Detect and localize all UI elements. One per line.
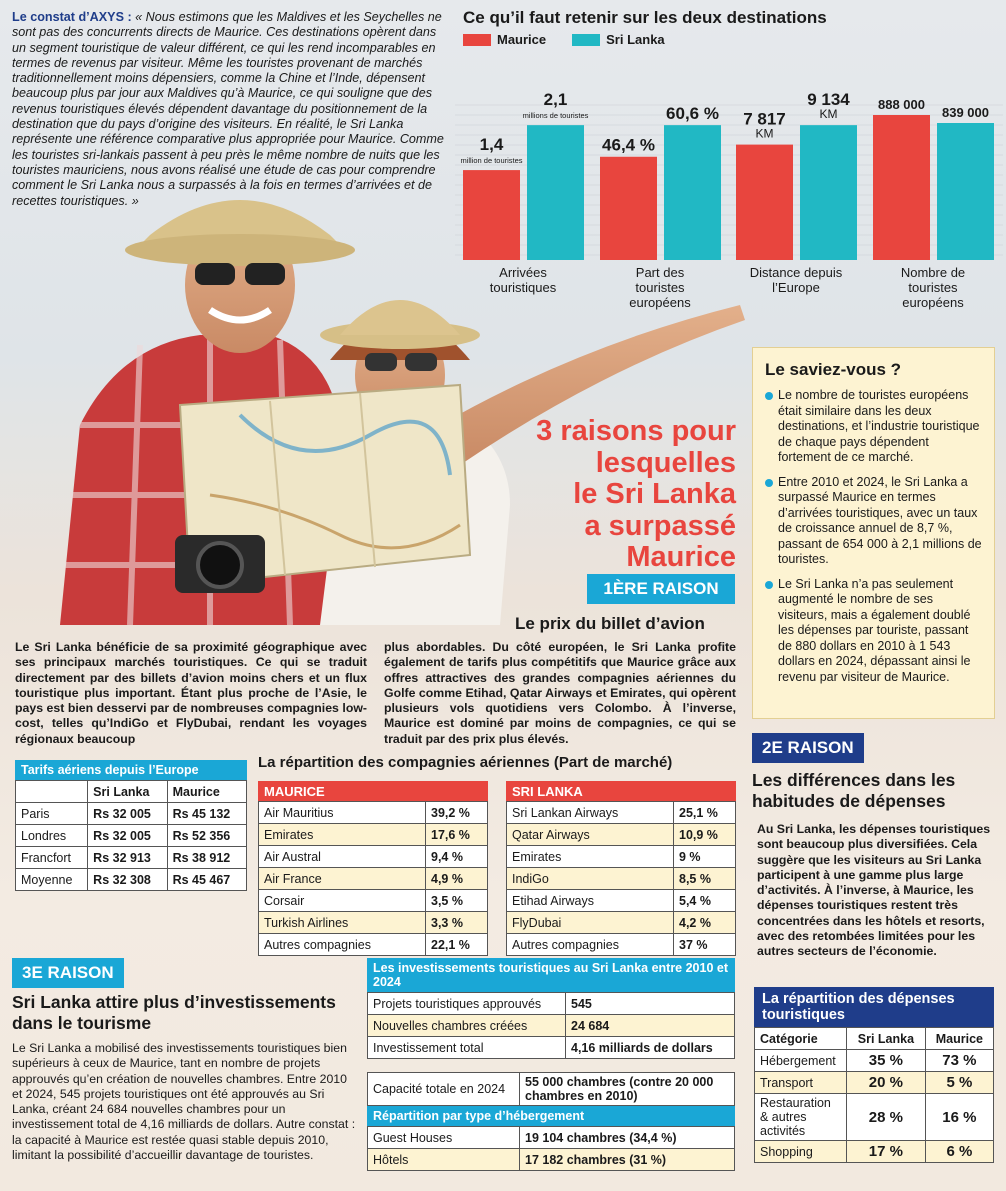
table-cell: Nouvelles chambres créées <box>368 1015 566 1037</box>
tarifs-table <box>15 760 247 891</box>
bar-value-label: 888 000 <box>878 97 925 112</box>
category-label: touristes <box>908 280 958 295</box>
legend-label-srilanka: Sri Lanka <box>606 32 665 47</box>
bar-value-label: 60,6 % <box>666 104 719 124</box>
bar-sub-label: millions de touristes <box>522 111 589 121</box>
category-label: Part des <box>635 265 685 280</box>
airline-name: Air Austral <box>259 846 426 868</box>
bar-value-label: 7 817 <box>743 109 786 129</box>
bar-value-label: 1,4 <box>479 135 504 155</box>
legend-swatch-maurice <box>463 34 491 46</box>
repartition-title: La répartition des compagnies aériennes (Part de marché) <box>258 754 673 771</box>
category-label: européens <box>902 295 964 310</box>
bar-srilanka <box>527 125 584 260</box>
airline-name: Autres compagnies <box>259 934 426 956</box>
airline-share: 9,4 % <box>426 846 488 868</box>
saviez-vous-title: Le saviez-vous ? <box>765 360 902 379</box>
table-cell: 55 000 chambres (contre 20 000 chambres en 2010) <box>520 1073 735 1106</box>
airline-share: 5,4 % <box>674 890 736 912</box>
headline <box>500 416 736 574</box>
table-cell: Transport <box>755 1072 847 1094</box>
table-cell: Projets touristiques approuvés <box>368 993 566 1015</box>
bar-maurice <box>736 145 793 260</box>
table-cell: Rs 32 308 <box>88 869 167 891</box>
table-cell: 545 <box>566 993 735 1015</box>
table-cell: Paris <box>16 803 88 825</box>
airline-share: 3,3 % <box>426 912 488 934</box>
airline-share: 39,2 % <box>426 802 488 824</box>
table-cell: 20 % <box>847 1072 926 1094</box>
bar-srilanka <box>664 125 721 260</box>
category-label: touristiques <box>489 280 557 295</box>
tarifs-title: Tarifs aériens depuis l’Europe <box>15 760 247 780</box>
airline-name: Emirates <box>507 846 674 868</box>
table-header: Catégorie <box>755 1028 847 1050</box>
srilanka-header: SRI LANKA <box>506 781 736 801</box>
table-cell: 24 684 <box>566 1015 735 1037</box>
airline-share: 4,9 % <box>426 868 488 890</box>
bar-value-label: 839 000 <box>942 105 989 121</box>
table-cell: 28 % <box>847 1094 926 1141</box>
category-label: Distance depuis <box>749 265 843 280</box>
intro-lead: Le constat d’AXYS : <box>12 10 132 24</box>
headline-line: a surpassé <box>584 509 736 542</box>
headline-line: 3 raisons pour <box>536 415 736 447</box>
raison2-badge-wrap <box>752 733 864 763</box>
airline-share: 37 % <box>674 934 736 956</box>
intro-body: « Nous estimons que les Maldives et les Seychelles ne sont pas des concurrents directs de Maurice. Ces destinations opèrent dans un segment touristique de valeur différent, ce qui les rend incomparables en termes de revenus par visiteur. Même les touristes provenant de marchés traditionnellement moins dépensiers, comme la Chine et l’Inde, dépensent beaucoup plus par jour aux Maldives qu’à Maurice, ce qui souligne que des revenus touristiques élevés dépendent davantage du positionnement de la destination que du pays d’origine des visiteurs. En réalité, le Sri Lanka représente une référence comparative plus appropriée pour Maurice. Comme les touristes sri-lankais passent à peu près le même nombre de nuits que les touristes mauriciens, nous avons réalisé une étude de cas pour comprendre comment le Sri Lanka nous a surpassés à la fois en termes d’arrivées et de recettes touristiques. » <box>12 10 444 208</box>
category-label: touristes <box>635 280 685 295</box>
table-cell: Moyenne <box>16 869 88 891</box>
table-cell: Francfort <box>16 847 88 869</box>
table-cell: Guest Houses <box>368 1127 520 1149</box>
table-cell: Rs 52 356 <box>167 825 246 847</box>
raison2-title: Les différences dans les habitudes de dépenses <box>752 770 956 811</box>
depenses-table <box>754 987 994 1163</box>
investissements-table <box>367 958 735 1059</box>
raison1-text-col2: plus abordables. Du côté européen, le Sri Lanka profite également de tarifs plus compétitifs que Maurice grâce aux offres attractives des grandes compagnies aériennes du Golfe comme Etihad, Qatar Airways et Emirates, qui opèrent plusieurs vols quotidiens vers Colombo. À l’inverse, Maurice est dominé par moins de compagnies, ce qui se traduit par des prix plus élevés. <box>384 640 736 746</box>
table-header: Maurice <box>167 781 246 803</box>
bar-value-label: 46,4 % <box>602 135 655 155</box>
legend-swatch-srilanka <box>572 34 600 46</box>
raison3-text: Le Sri Lanka a mobilisé des investissements touristiques bien supérieurs à ceux de Maurice, tant en nombre de projets approuvés qu’en création de nouvelles chambres. Entre 2010 et 2024, 545 projets touristiques ont été approuvés au Sri Lanka, créant 24 684 nouvelles chambres pour un investissement total de 4,16 milliards de dollars. Autre constat : la capacité à Maurice est restée quasi stable depuis 2010, limitant la possibilité d’accueillir davantage de touristes. <box>12 1041 356 1163</box>
saviez-vous-box <box>752 347 995 719</box>
raison3-badge: 3E RAISON <box>12 958 124 988</box>
airline-share: 8,5 % <box>674 868 736 890</box>
table-cell: 5 % <box>925 1072 993 1094</box>
airline-name: FlyDubai <box>507 912 674 934</box>
legend-maurice <box>463 32 546 47</box>
airline-name: Air France <box>259 868 426 890</box>
table-header: Maurice <box>925 1028 993 1050</box>
bar-srilanka <box>937 123 994 260</box>
bar-srilanka <box>800 125 857 260</box>
table-cell: Rs 32 005 <box>88 803 167 825</box>
capacite-table <box>367 1072 735 1171</box>
saviez-vous-item: Le nombre de touristes européens était similaire dans les deux destinations, et l’industrie touristique de chaque pays dépendent fortement de ce marché. <box>765 388 982 466</box>
airline-share: 3,5 % <box>426 890 488 912</box>
table-cell: Capacité totale en 2024 <box>368 1073 520 1106</box>
table-cell: Hôtels <box>368 1149 520 1171</box>
airline-share: 17,6 % <box>426 824 488 846</box>
category-label: Arrivées <box>499 265 547 280</box>
airline-name: Qatar Airways <box>507 824 674 846</box>
capacite-subtitle: Répartition par type d’hébergement <box>367 1106 735 1126</box>
table-cell: 17 182 chambres (31 %) <box>520 1149 735 1171</box>
table-cell: Rs 38 912 <box>167 847 246 869</box>
table-cell: Londres <box>16 825 88 847</box>
table-cell: 19 104 chambres (34,4 %) <box>520 1127 735 1149</box>
legend-label-maurice: Maurice <box>497 32 547 47</box>
airline-name: Corsair <box>259 890 426 912</box>
headline-line: le Sri Lanka <box>573 478 736 510</box>
airline-share: 25,1 % <box>674 802 736 824</box>
chart-title: Ce qu’il faut retenir sur les deux destinations <box>463 8 827 27</box>
table-cell: Rs 32 005 <box>88 825 167 847</box>
maurice-header: MAURICE <box>258 781 488 801</box>
table-header: Sri Lanka <box>88 781 167 803</box>
headline-line: lesquelles <box>595 446 736 479</box>
bar-sub-label: million de touristes <box>460 156 523 166</box>
bar-sub-label: KM <box>755 126 774 141</box>
table-cell: Investissement total <box>368 1037 566 1059</box>
depenses-title: La répartition des dépenses touristiques <box>754 987 994 1027</box>
legend-srilanka <box>572 32 665 47</box>
table-cell: Restauration & autres activités <box>755 1094 847 1141</box>
raison2-badge: 2E RAISON <box>752 733 864 763</box>
bar-sub-label: KM <box>819 107 838 122</box>
airline-name: Autres compagnies <box>507 934 674 956</box>
table-cell: Rs 45 467 <box>167 869 246 891</box>
table-header <box>16 781 88 803</box>
raison3-badge-wrap <box>12 958 124 988</box>
category-label: européens <box>629 295 691 310</box>
raison1-title: Le prix du billet d’avion <box>515 614 705 633</box>
table-cell: 73 % <box>925 1050 993 1072</box>
table-header: Sri Lanka <box>847 1028 926 1050</box>
table-cell: Shopping <box>755 1141 847 1163</box>
bar-maurice <box>873 115 930 260</box>
intro-text <box>12 10 452 209</box>
bar-maurice <box>463 170 520 260</box>
table-cell: Hébergement <box>755 1050 847 1072</box>
bar-value-label: 2,1 <box>543 90 568 110</box>
airline-share: 22,1 % <box>426 934 488 956</box>
table-cell: 6 % <box>925 1141 993 1163</box>
raison1-badge: 1ÈRE RAISON <box>587 574 735 604</box>
table-cell: Rs 32 913 <box>88 847 167 869</box>
airline-name: Air Mauritius <box>259 802 426 824</box>
table-cell: Rs 45 132 <box>167 803 246 825</box>
airline-name: Emirates <box>259 824 426 846</box>
table-cell: 17 % <box>847 1141 926 1163</box>
airline-share: 10,9 % <box>674 824 736 846</box>
saviez-vous-item: Le Sri Lanka n’a pas seulement augmenté le nombre de ses visiteurs, mais a également doublé les dépenses par touriste, passant de 880 dollars en 2010 à 1 543 dollars en 2024, dépassant ainsi le revenu par visiteur de Maurice. <box>765 577 982 686</box>
raison3-title: Sri Lanka attire plus d’investissements dans le tourisme <box>12 992 336 1033</box>
investissements-title: Les investissements touristiques au Sri Lanka entre 2010 et 2024 <box>367 958 735 992</box>
chart-legend <box>463 32 665 47</box>
category-label: l’Europe <box>772 280 820 295</box>
raison2-text: Au Sri Lanka, les dépenses touristiques sont beaucoup plus diversifiées. Cela suggère que les visiteurs au Sri Lanka participent à une gamme plus large d’activités. À l’inverse, à Maurice, les dépenses touristiques restent très concentrées dans les hôtels et resorts, avec des retombées limitées pour les autres secteurs de l’économie. <box>757 822 991 959</box>
bar-maurice <box>600 157 657 260</box>
bar-value-label: 9 134 <box>807 90 850 110</box>
table-cell: 35 % <box>847 1050 926 1072</box>
category-label: Nombre de <box>900 265 966 280</box>
bar-chart <box>455 50 1003 310</box>
airline-name: Etihad Airways <box>507 890 674 912</box>
airline-share: 4,2 % <box>674 912 736 934</box>
srilanka-airlines-table <box>506 781 736 956</box>
airline-name: Sri Lankan Airways <box>507 802 674 824</box>
table-cell: 16 % <box>925 1094 993 1141</box>
headline-line: Maurice <box>626 541 736 573</box>
raison1-text-col1: Le Sri Lanka bénéficie de sa proximité géographique avec ses principaux marchés touristiques. Ce qui se traduit directement par des billets d’avion moins chers et un flux touristique plus important. Étant plus proche de l’Asie, le pays est bien desservi par de nombreuses compagnies low-cost, telles qu’IndiGo et FlyDubai, rendant les voyages régionaux beaucoup <box>15 640 367 746</box>
airline-share: 9 % <box>674 846 736 868</box>
airline-name: Turkish Airlines <box>259 912 426 934</box>
maurice-airlines-table <box>258 781 488 956</box>
airline-name: IndiGo <box>507 868 674 890</box>
table-cell: 4,16 milliards de dollars <box>566 1037 735 1059</box>
saviez-vous-item: Entre 2010 et 2024, le Sri Lanka a surpassé Maurice en termes d’arrivées touristiques, avec un taux de croissance annuel de 8,7 %, passant de 654 000 à 2,1 millions de touristes. <box>765 475 982 568</box>
